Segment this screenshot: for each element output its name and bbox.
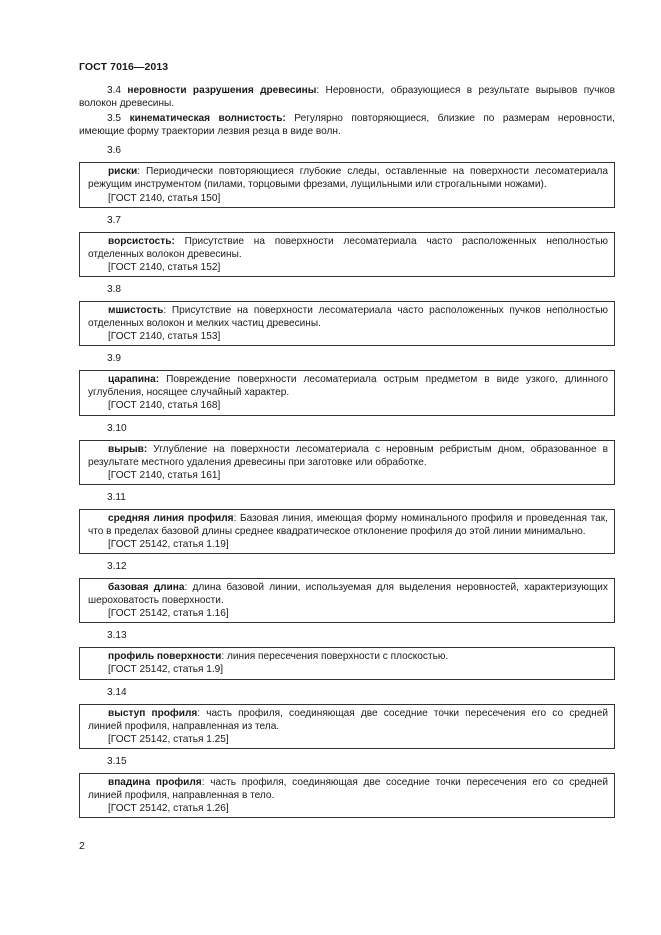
document-body: [79, 84, 615, 818]
clause-number: 3.9: [107, 353, 122, 365]
term-definition-box: [79, 773, 615, 818]
clause-number: 3.11: [107, 491, 126, 503]
term-source: [ГОСТ 2140, статья 168]: [108, 400, 221, 412]
intro-paragraph: [79, 112, 615, 138]
term-name: вырыв:: [108, 443, 148, 455]
term-definition-box: [79, 301, 615, 346]
clause-number: 3.7: [107, 214, 122, 226]
term-definition-box: [79, 232, 615, 277]
term-text: : часть профиля, соединяющая две соседние точки пересечения его со средней линией профиля, направленная из тела.: [88, 707, 608, 732]
page-number: 2: [79, 840, 85, 852]
term-definition: [88, 581, 608, 607]
term-definition-box: [79, 647, 615, 679]
term-definition: [88, 443, 608, 469]
term-definition-box: [79, 162, 615, 207]
term-definition: [88, 650, 608, 663]
clause-number: 3.12: [107, 561, 127, 573]
term-name: неровности разрушения древесины: [127, 85, 317, 96]
term-definition: [88, 235, 608, 261]
term-text: : Неровности, образующиеся в результате вырывов пучков волокон древесины.: [79, 85, 615, 110]
term-source: [ГОСТ 25142, статья 1.19]: [108, 538, 229, 550]
term-text: : Присутствие на поверхности лесоматериала часто расположенных пучков неполностью отделенных волокон и мелких частиц древесины.: [88, 304, 608, 330]
clause-number: 3.14: [107, 686, 127, 698]
term-name: риски: [108, 166, 138, 178]
term-source: [ГОСТ 2140, статья 152]: [108, 261, 221, 273]
term-definition-box: [79, 440, 615, 485]
clause-number: 3.15: [107, 755, 127, 767]
term-source: [ГОСТ 2140, статья 153]: [108, 331, 221, 343]
term-definition-box: [79, 370, 615, 415]
term-definition: [88, 776, 608, 802]
term-name: профиль поверхности: [108, 651, 222, 663]
clause-number: 3.8: [107, 283, 122, 295]
term-source: [ГОСТ 2140, статья 150]: [108, 192, 221, 204]
term-definition: [88, 707, 608, 733]
term-source: [ГОСТ 25142, статья 1.16]: [108, 608, 229, 620]
clause-number: 3.10: [107, 422, 127, 434]
term-definition-box: [79, 704, 615, 749]
term-text: Присутствие на поверхности лесоматериала часто расположенных неполностью отделенных волокон древесины.: [88, 235, 608, 260]
term-text: : Базовая линия, имеющая форму номинального профиля и проведенная так, что в пределах базовой длины среднее квадратическое отклонение профиля до этой линии минимально.: [88, 512, 608, 537]
term-text: Повреждение поверхности лесоматериала острым предметом в виде узкого, длинного углубления, носящее случайный характер.: [88, 374, 608, 399]
term-definition: [88, 165, 608, 191]
term-definition: [88, 373, 608, 399]
clause-number: 3.6: [107, 145, 122, 157]
term-name: выступ профиля: [108, 707, 198, 719]
terms-list: [79, 144, 615, 818]
term-name: царапина:: [108, 374, 160, 386]
term-definition-box: [79, 578, 615, 623]
term-definition: [88, 512, 608, 538]
term-name: базовая длина: [108, 582, 185, 594]
term-text: : длина базовой линии, используемая для выделения неровностей, характеризующих шероховатость поверхности.: [88, 582, 608, 607]
term-definition: [88, 304, 608, 330]
term-definition-box: [79, 509, 615, 554]
clause-number: 3.4: [107, 85, 122, 96]
term-name: ворсистость:: [108, 235, 175, 247]
term-text: : часть профиля, соединяющая две соседние точки пересечения его со средней линией профиля, направленная в тело.: [88, 776, 608, 801]
intro-paragraph: [79, 84, 615, 110]
term-name: впадина профиля: [108, 776, 202, 788]
term-source: [ГОСТ 25142, статья 1.25]: [108, 733, 229, 745]
term-text: : Периодически повторяющиеся глубокие следы, оставленные на поверхности лесоматериала режущим инструментом (пилами, торцовыми фрезами, лущильными или строгальными ножами).: [88, 166, 608, 191]
term-name: кинематическая волнистость:: [129, 113, 286, 125]
term-source: [ГОСТ 25142, статья 1.9]: [108, 664, 224, 676]
document-header: ГОСТ 7016—2013: [79, 61, 169, 73]
term-name: средняя линия профиля: [108, 512, 234, 524]
clause-number: 3.13: [107, 630, 127, 642]
clause-number: 3.5: [107, 113, 122, 125]
term-name: мшистость: [108, 304, 164, 316]
term-text: Углубление на поверхности лесоматериала с неровным ребристым дном, образованное в результате местного удаления древесины при заготовке или обработке.: [88, 443, 608, 468]
term-source: [ГОСТ 25142, статья 1.26]: [108, 803, 229, 814]
term-text: : линия пересечения поверхности с плоскостью.: [221, 651, 449, 663]
term-source: [ГОСТ 2140, статья 161]: [108, 469, 221, 481]
term-text: Регулярно повторяющиеся, близкие по размерам неровности, имеющие форму траектории лезвия резца в виде волн.: [79, 113, 615, 138]
